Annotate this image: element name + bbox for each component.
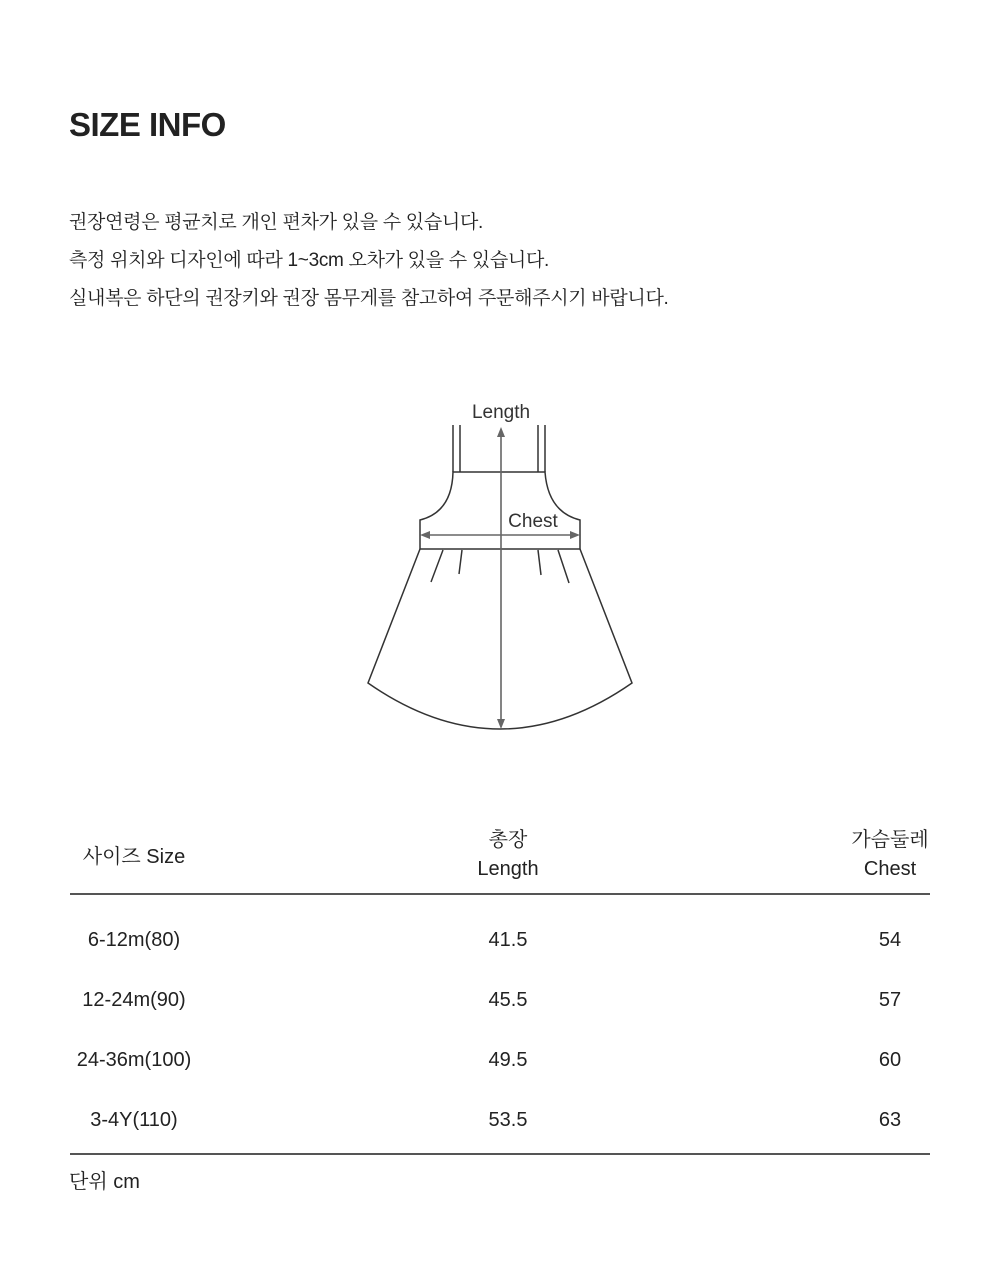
cell-length: 45.5 [488, 989, 528, 1011]
table-bottom-divider [70, 1153, 930, 1155]
header-chest-en: Chest [863, 858, 917, 880]
cell-chest: 57 [878, 989, 902, 1011]
cell-chest: 54 [878, 929, 902, 951]
page-title: SIZE INFO [69, 106, 226, 143]
header-size: 사이즈 Size [82, 846, 186, 868]
header-length-en: Length [477, 858, 539, 880]
header-length-ko: 총장 [488, 829, 528, 851]
chest-label: Chest [508, 511, 558, 532]
cell-length: 49.5 [488, 1049, 528, 1071]
note-homewear: 실내복은 하단의 권장키와 권장 몸무게를 참고하여 주문해주시기 바랍니다. [69, 288, 669, 309]
note-tolerance: 측정 위치와 디자인에 따라 1~3cm 오차가 있을 수 있습니다. [69, 250, 550, 271]
cell-size: 6-12m(80) [87, 929, 181, 951]
cell-chest: 63 [878, 1109, 902, 1131]
note-age: 권장연령은 평균치로 개인 편차가 있을 수 있습니다. [69, 212, 483, 233]
header-chest-ko: 가슴둘레 [851, 829, 929, 851]
cell-size: 12-24m(90) [82, 989, 186, 1011]
cell-size: 3-4Y(110) [90, 1109, 178, 1131]
table-header-divider [70, 893, 930, 895]
cell-length: 41.5 [488, 929, 528, 951]
cell-chest: 60 [878, 1049, 902, 1071]
length-label: Length [471, 402, 531, 423]
cell-size: 24-36m(100) [76, 1049, 192, 1071]
unit-label: 단위 cm [69, 1171, 140, 1193]
cell-length: 53.5 [488, 1109, 528, 1131]
dress-outline [368, 425, 632, 729]
